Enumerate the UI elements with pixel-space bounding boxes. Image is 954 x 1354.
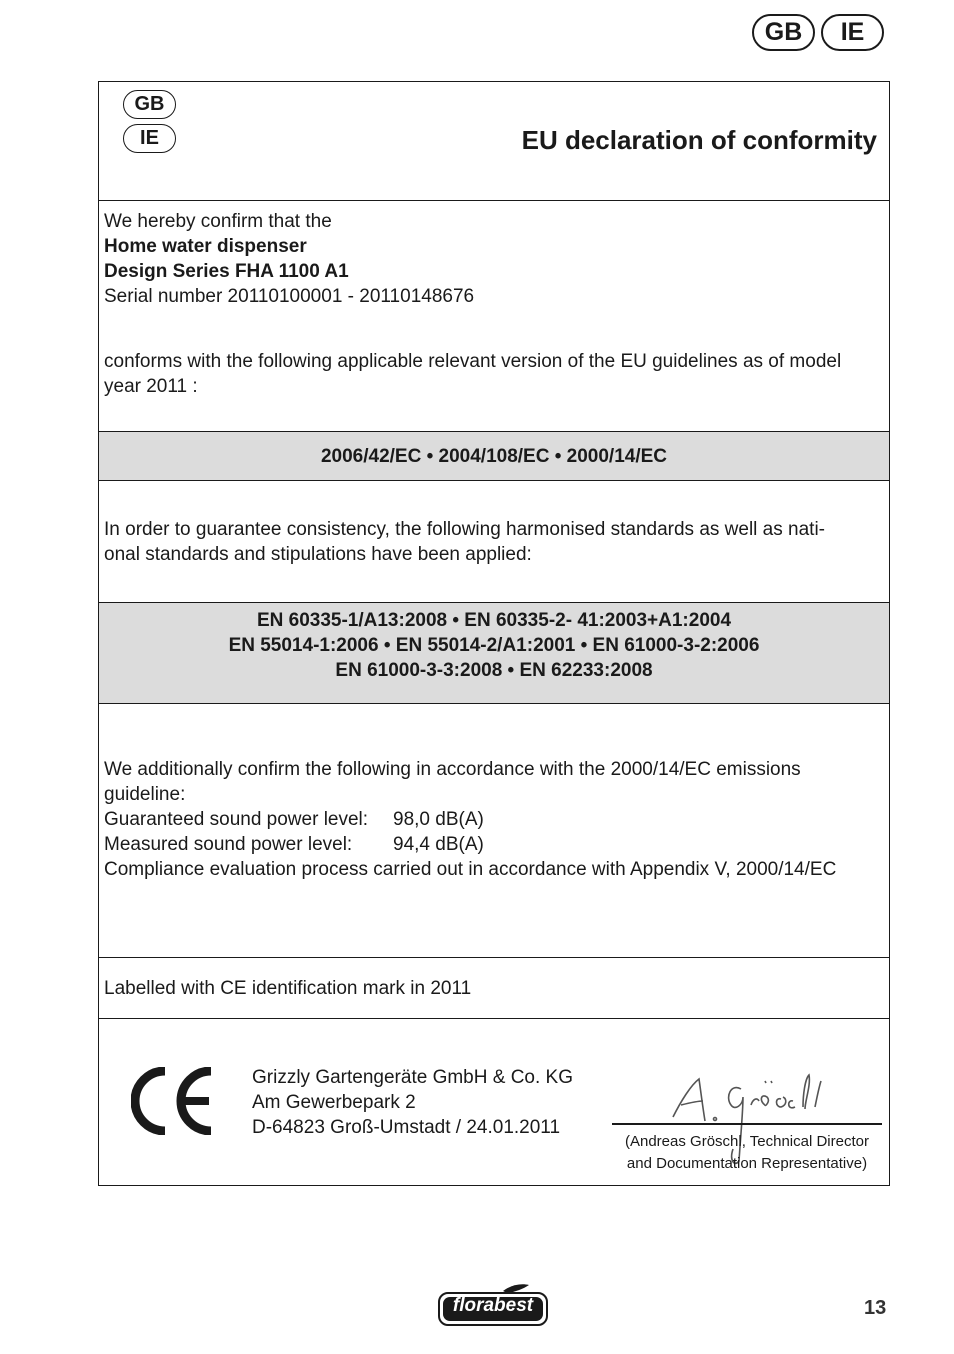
emissions-row	[99, 704, 889, 958]
signature-row	[99, 1019, 889, 1185]
product-model: Design Series FHA 1100 A1	[104, 261, 349, 282]
company-city-date: D-64823 Groß-Umstadt / 24.01.2011	[252, 1117, 561, 1138]
ce-mark-text: Labelled with CE identification mark in 2011	[104, 978, 472, 999]
product-name: Home water dispenser	[104, 236, 307, 257]
signer-caption	[612, 1131, 882, 1175]
measured-sound-level	[99, 832, 889, 857]
guaranteed-sound-level	[99, 807, 889, 832]
guaranteed-value: 98,0 dB(A)	[393, 809, 484, 830]
page-number: 13	[864, 1297, 887, 1319]
signer-line-1: (Andreas Gröschl, Technical Director	[625, 1133, 869, 1150]
ce-mark-row	[99, 958, 889, 1019]
brand-name: florabest	[452, 1295, 534, 1316]
signature-line	[612, 1123, 882, 1125]
ce-logo-icon	[131, 1067, 215, 1135]
company-street: Am Gewerbepark 2	[252, 1092, 416, 1113]
compliance-text: Compliance evaluation process carried out in accordance with Appendix V, 2000/14/EC	[104, 859, 837, 880]
product-row	[99, 201, 889, 432]
language-badge-ie: IE	[821, 14, 884, 51]
title-badge-gb: GB	[123, 90, 176, 119]
measured-label: Measured sound power level:	[104, 834, 353, 855]
company-address	[252, 1065, 573, 1140]
language-badges	[752, 14, 884, 51]
page-title: EU declaration of conformity	[521, 125, 877, 155]
serial-number: Serial number 20110100001 - 20110148676	[104, 286, 475, 307]
standards-line: EN 60335-1/A13:2008 • EN 60335-2- 41:2003+A1:2004	[256, 610, 732, 631]
directives-list: 2006/42/EC • 2004/108/EC • 2000/14/EC	[320, 446, 668, 467]
standards-intro-line-1: In order to guarantee consistency, the following harmonised standards as well as nati-	[104, 519, 825, 540]
standards-line: EN 61000-3-3:2008 • EN 62233:2008	[335, 660, 653, 681]
directives-row	[99, 432, 889, 481]
standards-intro-row	[99, 481, 889, 603]
guaranteed-label: Guaranteed sound power level:	[104, 809, 369, 830]
signer-line-2: and Documentation Representative)	[626, 1155, 868, 1172]
title-language-badges	[123, 90, 176, 153]
title-badge-ie: IE	[123, 124, 176, 153]
language-badge-gb: GB	[752, 14, 815, 51]
emissions-intro-line-2: guideline:	[104, 784, 186, 805]
declaration-frame	[98, 81, 890, 1186]
emissions-intro-line-1: We additionally confirm the following in accordance with the 2000/14/EC emissions	[104, 759, 801, 780]
standards-line: EN 55014-1:2006 • EN 55014-2/A1:2001 • EN 61000-3-2:2006	[228, 635, 760, 656]
standards-row	[99, 603, 889, 704]
title-row	[99, 82, 889, 201]
company-name: Grizzly Gartengeräte GmbH & Co. KG	[252, 1067, 573, 1088]
standards-intro-line-2: onal standards and stipulations have been applied:	[104, 544, 532, 565]
conformity-text: conforms with the following applicable relevant version of the EU guidelines as of model year 2011 :	[104, 351, 842, 397]
confirm-intro: We hereby confirm that the	[104, 211, 332, 232]
measured-value: 94,4 dB(A)	[393, 834, 484, 855]
